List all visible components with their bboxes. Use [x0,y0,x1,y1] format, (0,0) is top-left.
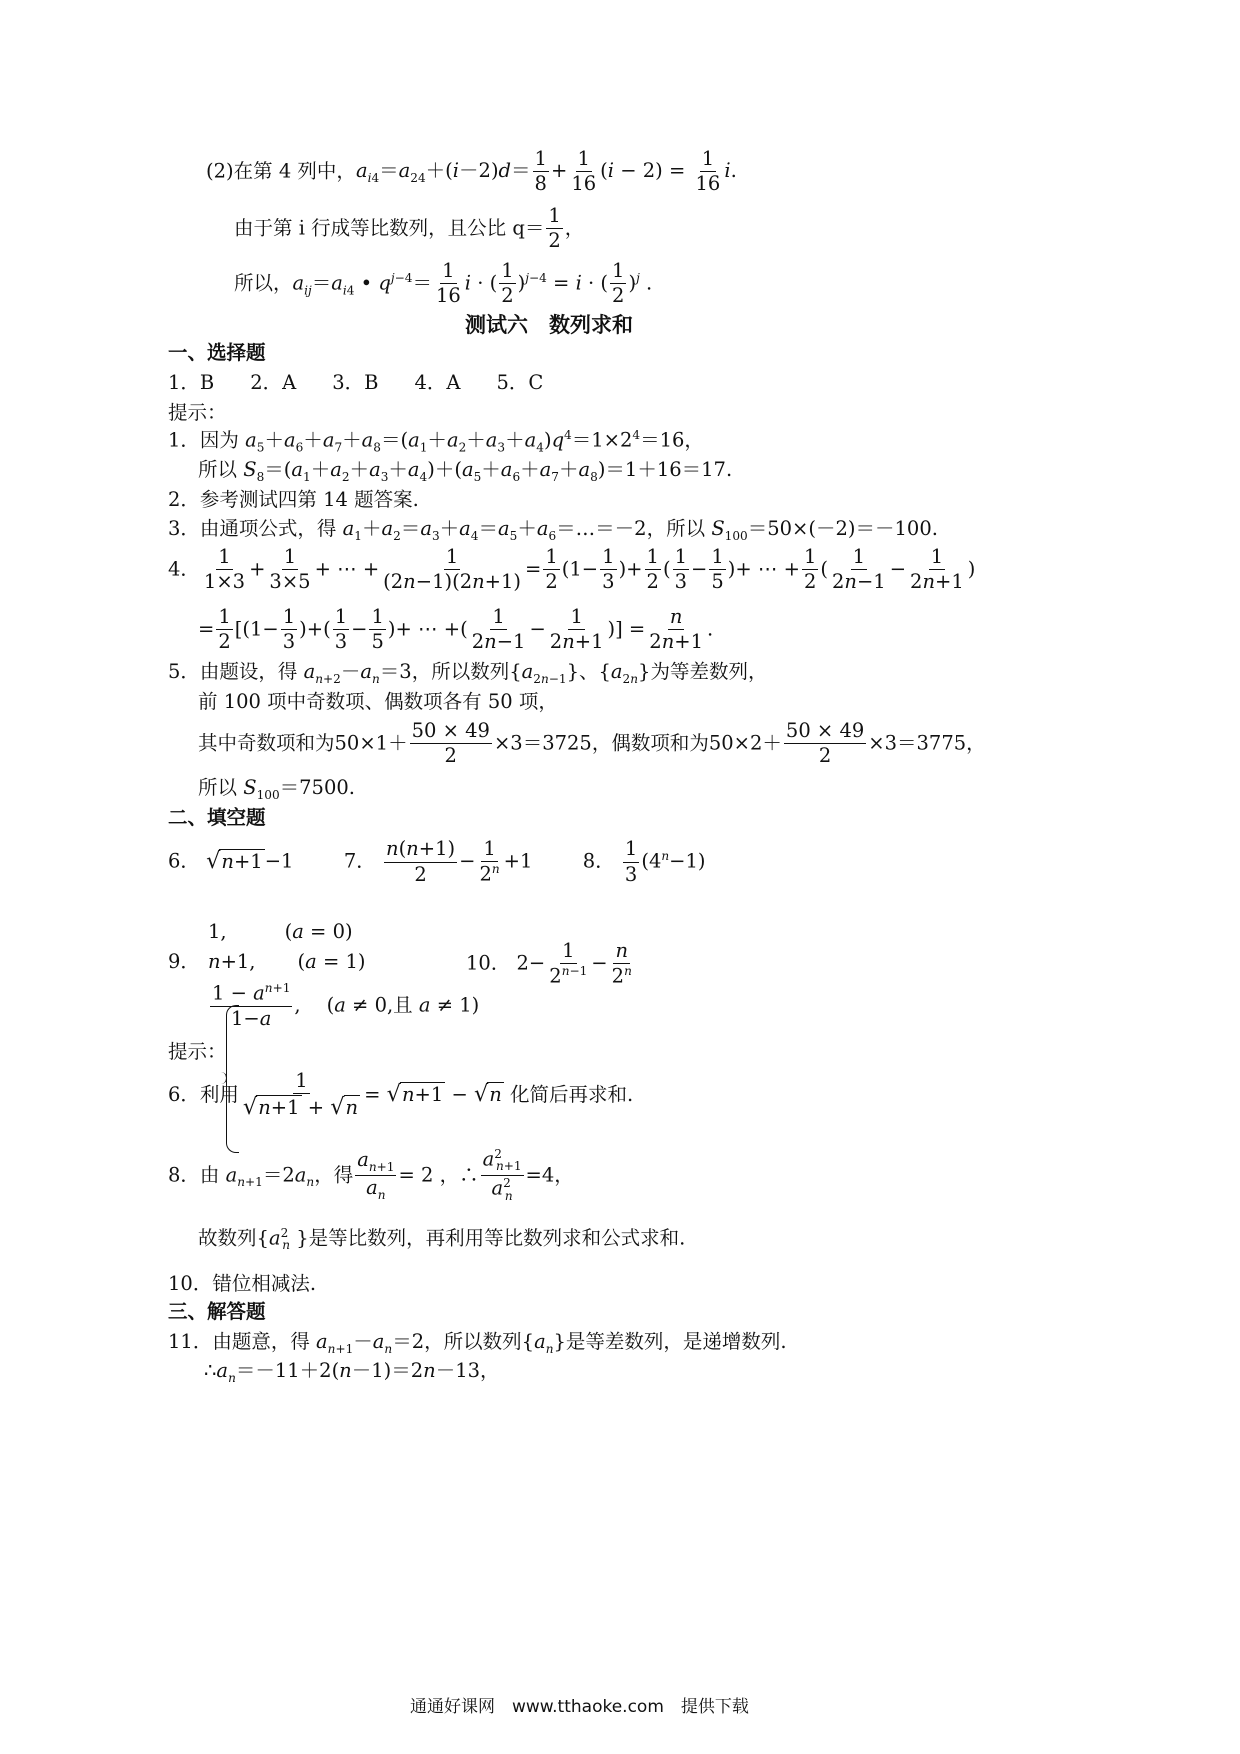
so-text: 所以， [234,271,293,295]
hint-5-end: 为等差数列， [650,660,768,683]
answer-10-label: 10． [466,951,511,975]
section3-heading: 三、解答题 [168,1300,266,1323]
hint-1-line-b: 所以 $S_8=(a_1+a_2+a_3+a_4)+(a_5+a_6+a_7+a_8)=1+16=17$. [198,458,733,484]
answer-9-case-2: n+1, (a = 1) [208,950,366,973]
hint-5-line-b: 前 100 项中奇数项、偶数项各有 50 项， [198,690,558,713]
hint-8-line-a: 8．由 $a_{n+1}=2a_n$，得 $\frac{a_{n+1}}{a_n}$ = 2 ，∴ $\frac{a^2_{n+1}}{a^2_n}$ =4， [168,1147,574,1203]
hint-8-mid: ，得 [314,1163,354,1187]
hint-5-line-a: 5．由题设，得 $a_{n+2}-a_n=3$，所以数列$\{a_{2n-1}\}$、$\{a_{2n}\}$为等差数列， [168,660,768,686]
hint-5-line-d: 所以 $S_{100}=7500$. [198,776,355,802]
hint-6-suffix: 化简后再求和. [510,1083,634,1107]
hint-4-prefix: 4． [168,557,200,581]
hint-label-2: 提示： [168,1040,227,1063]
hint-4-line-a: 4． $\frac{1}{1\times 3}$ + $\frac{1}{3\times 5}$ + ⋯ + $\frac{1}{(2n-1)(2n+1)}$ = $\frac{1}{2}$ (1− $\frac{1}{3}$ )+ $\frac{1}{2}$ ( $\frac{1}{3}$ − $\frac{1}{5}$ )+ ⋯ + $\frac{1}{2}$ ( $\frac{1}{2n-1}$ − $\frac{1}{2n+1}$ ) [168,545,976,594]
q11-prefix: 11．由题意，得 [168,1330,310,1353]
hint-5-mid: ，所以数列 [411,660,510,683]
hint-5-prefix: 5．由题设，得 [168,660,298,683]
hint-2: 2．参考测试四第 14 题答案. [168,488,419,511]
hint-8-d: 是等比数列，再利用等比数列求和公式求和. [308,1226,686,1250]
answer-10: 10． 2− $\frac{1}{2^{n-1}}$ − $\frac{n}{2^n}$ [466,939,632,988]
geometric-text: 由于第 i 行成等比数列，且公比 q＝ [234,216,545,240]
section2-heading: 二、填空题 [168,806,266,829]
answer-6-label: 6． [168,849,200,873]
answer-9-label: 9． [168,950,200,973]
part2-line [206,148,737,196]
hint-3-mid: ，所以 [646,517,706,540]
hint-10: 10．错位相减法. [168,1272,317,1295]
answer-9-case-3: $\frac{1 - a^{n+1}}{1-a}$ , (a ≠ 0,且 a ≠ 1) [212,981,480,1030]
answer-7-label: 7． [343,849,376,873]
hint-3: 3．由通项公式，得 $a_1+a_2=a_3+a_4=a_5+a_6=\dots=-2$，所以 $S_{100}=50\times(-2)=-100$. [168,517,938,543]
answer-4: 4．A [414,371,461,394]
hint-8-prefix: 8．由 [168,1163,220,1187]
answer-2: 2．A [250,371,297,394]
q11-mid: ，所以数列 [424,1330,522,1353]
answer-9-case-1: 1, (a = 0) [208,920,353,943]
page-footer: 通通好课网 www.tthaoke.com 提供下载 [410,1697,749,1717]
hint-5-odd: 其中奇数项和为 [198,731,335,755]
hint-1b-prefix: 所以 [198,458,238,481]
hint-5-line-c: 其中奇数项和为50×1＋ $\frac{50 \times 49}{2}$ ×3＝3725，偶数项和为50×2＋ $\frac{50 \times 49}{2}$ ×3＝3775， [198,719,986,768]
hint-8-line-b: 故数列{$a^2_n$ }是等比数列，再利用等比数列求和公式求和. [198,1226,686,1253]
hint-5-even: ，偶数项和为 [591,731,709,755]
answer-3: 3．B [332,371,379,394]
part2-label: (2)在第 4 列中， [206,159,356,183]
q11-line-b: $\therefore a_n=-11+2(n-1)=2n-13$， [204,1359,500,1385]
section1-heading: 一、选择题 [168,341,266,364]
answer-8-label: 8． [582,849,615,873]
choice-answers [168,371,543,394]
hint-4-line-b: = $\frac{1}{2}$ [(1− $\frac{1}{3}$ )+( $\frac{1}{3}$ − $\frac{1}{5}$ )+ ⋯ +( $\frac{1}{2n-1}$ − $\frac{1}{2n+1}$ )] = $\frac{n}{2n+1}$ . [198,605,714,654]
answer-5: 5．C [496,371,544,394]
fill-answers-6-8: 6． √n+1 −1 7． $\frac{n(n+1)}{2}$ − $\frac{1}{2^n}$ +1 8． $\frac{1}{3}$ $(4^n-1)$ [168,837,706,886]
hint-6: 6．利用 $\frac{1}{√n+1 + √n}$ = √n+1 − √n 化简后再求和. [168,1069,634,1121]
hint-5-so: 所以 [198,776,238,799]
q11-end: 是等差数列，是递增数列. [565,1330,787,1353]
hint-8-c: 故数列 [198,1226,257,1250]
test-title: 测试六 数列求和 [465,312,633,337]
hint-6-prefix: 6．利用 [168,1083,239,1107]
hint-label-1: 提示： [168,401,227,424]
q11-line-a: 11．由题意，得 $a_{n+1}-a_n=2$，所以数列$\{a_n\}$是等差数列，是递增数列. [168,1330,787,1356]
hint-3-prefix: 3．由通项公式，得 [168,517,337,540]
hint-1-prefix: 1．因为 [168,428,239,452]
hint-1-line-a: 1．因为 $a_5+a_6+a_7+a_8=(a_1+a_2+a_3+a_4)q^4=1\times 2^4=16$， [168,428,704,455]
answer-1: 1．B [168,371,215,394]
geometric-line: 由于第 i 行成等比数列，且公比 q＝ $\frac{1}{2}$ ， [234,204,585,253]
therefore-symbol: ∴ [204,1359,217,1382]
so-line: 所以，$a_{ij}=a_{i4}$ • $q^{j-4}=$ $\frac{1}{16}$ i · ( $\frac{1}{2}$ )$^{j-4}$ = i · ( $\frac{1}{2}$ )$^j$ . [234,259,653,308]
part2-formula: $a_{i4}=a_{24}+(i-2)d=$ $\frac{1}{8}$ + $\frac{1}{16}$ (i − 2) = $\frac{1}{16}$ i. [355,147,737,196]
